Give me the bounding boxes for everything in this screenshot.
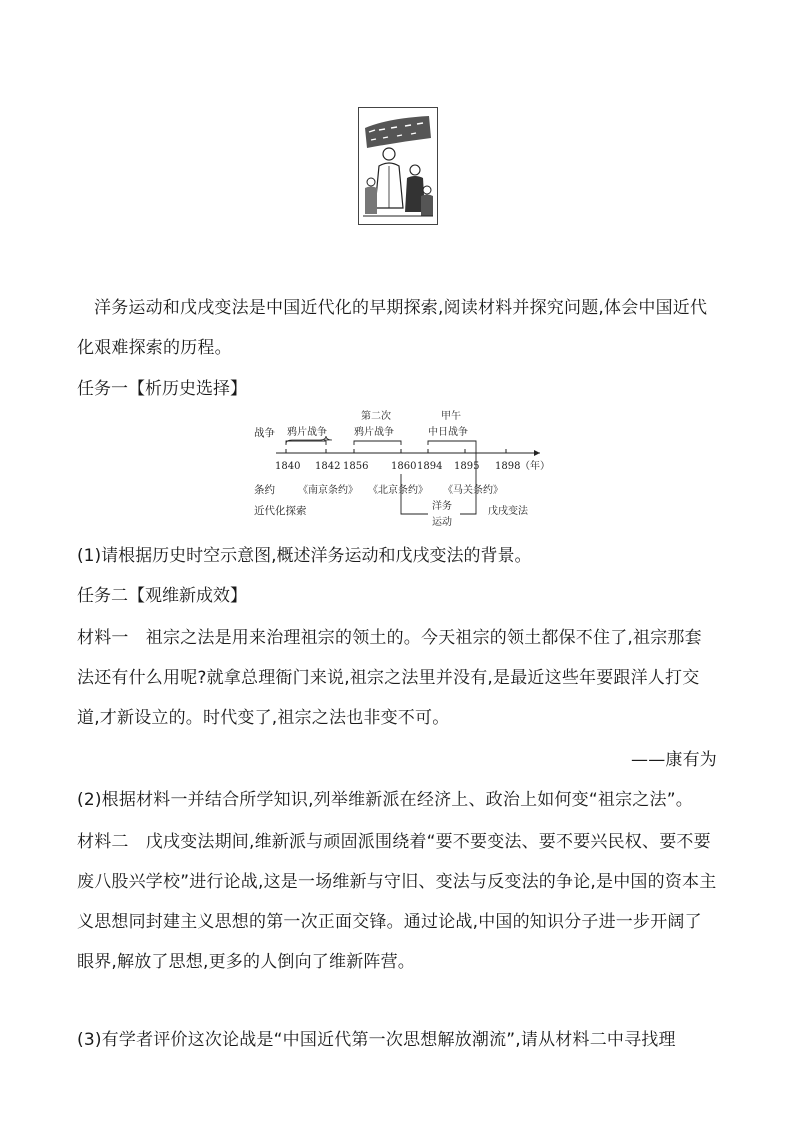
war1-label: 鸦片战争: [287, 427, 327, 438]
war2-label-line2: 鸦片战争: [354, 427, 394, 438]
war2-label-line1: 第二次: [361, 411, 391, 422]
year-label: 1898: [495, 461, 521, 472]
year-unit-label: （年）: [520, 461, 550, 472]
question-2: (2)根据材料一并结合所学知识,列举维新派在经济上、政治上如何变“祖宗之法”。: [77, 790, 693, 810]
year-label: 1895: [454, 461, 480, 472]
timeline-diagram: [250, 402, 550, 532]
question-1: (1)请根据历史时空示意图,概述洋务运动和戊戌变法的背景。: [77, 546, 532, 566]
year-label: 1840: [275, 461, 301, 472]
cartoon-figure-icon: [359, 108, 437, 224]
timeline-row-explore: 近代化探索: [254, 505, 307, 517]
treaty3-label: 《马关条约》: [443, 485, 503, 496]
question-3: (3)有学者评价这次论战是“中国近代第一次思想解放潮流”,请从材料二中寻找理: [77, 1030, 676, 1050]
war3-label-line1: 甲午: [441, 411, 461, 422]
timeline-row-war: 战争: [254, 427, 275, 439]
material1-source: ——康有为: [631, 750, 717, 770]
year-label: 1842: [315, 461, 341, 472]
war3-label-line2: 中日战争: [428, 427, 468, 438]
cartoon-illustration: [358, 107, 438, 225]
war2-bracket: [354, 441, 401, 445]
year-label: 1894: [417, 461, 443, 472]
explore1-label-line2: 运动: [432, 517, 452, 528]
explore1-label-line1: 洋务: [432, 501, 452, 512]
task1-heading: 任务一【析历史选择】: [77, 379, 247, 399]
year-label: 1860: [391, 461, 417, 472]
intro-paragraph: 洋务运动和戊戌变法是中国近代化的早期探索,阅读材料并探究问题,体会中国近代化艰难探索的历程。: [77, 298, 708, 358]
timeline-row-treaty: 条约: [254, 484, 275, 496]
explore2-label: 戊戌变法: [488, 506, 528, 517]
treaty2-label: 《北京条约》: [368, 485, 428, 496]
material1-paragraph: 材料一 祖宗之法是用来治理祖宗的领土的。今天祖宗的领土都保不住了,祖宗那套法还有什么用呢?就拿总理衙门来说,祖宗之法里并没有,是最近这些年要跟洋人打交道,才新设立的。时代变了,祖宗之法也非变不可。: [77, 628, 702, 728]
material2-paragraph: 材料二 戊戌变法期间,维新派与顽固派围绕着“要不要变法、要不要兴民权、要不要废八股兴学校”进行论战,这是一场维新与守旧、变法与反变法的争论,是中国的资本主义思想同封建主义思想的第一次正面交锋。通过论战,中国的知识分子进一步开阔了眼界,解放了思想,更多的人倒向了维新阵营。: [77, 832, 717, 972]
treaty1-label: 《南京条约》: [298, 485, 358, 496]
year-label: 1856: [343, 461, 369, 472]
war1-bracket: [286, 441, 326, 445]
war3-bracket: [428, 441, 476, 445]
task2-heading: 任务二【观维新成效】: [77, 586, 247, 606]
timeline-arrow-icon: [534, 450, 540, 456]
yangwu-box: [460, 445, 476, 514]
